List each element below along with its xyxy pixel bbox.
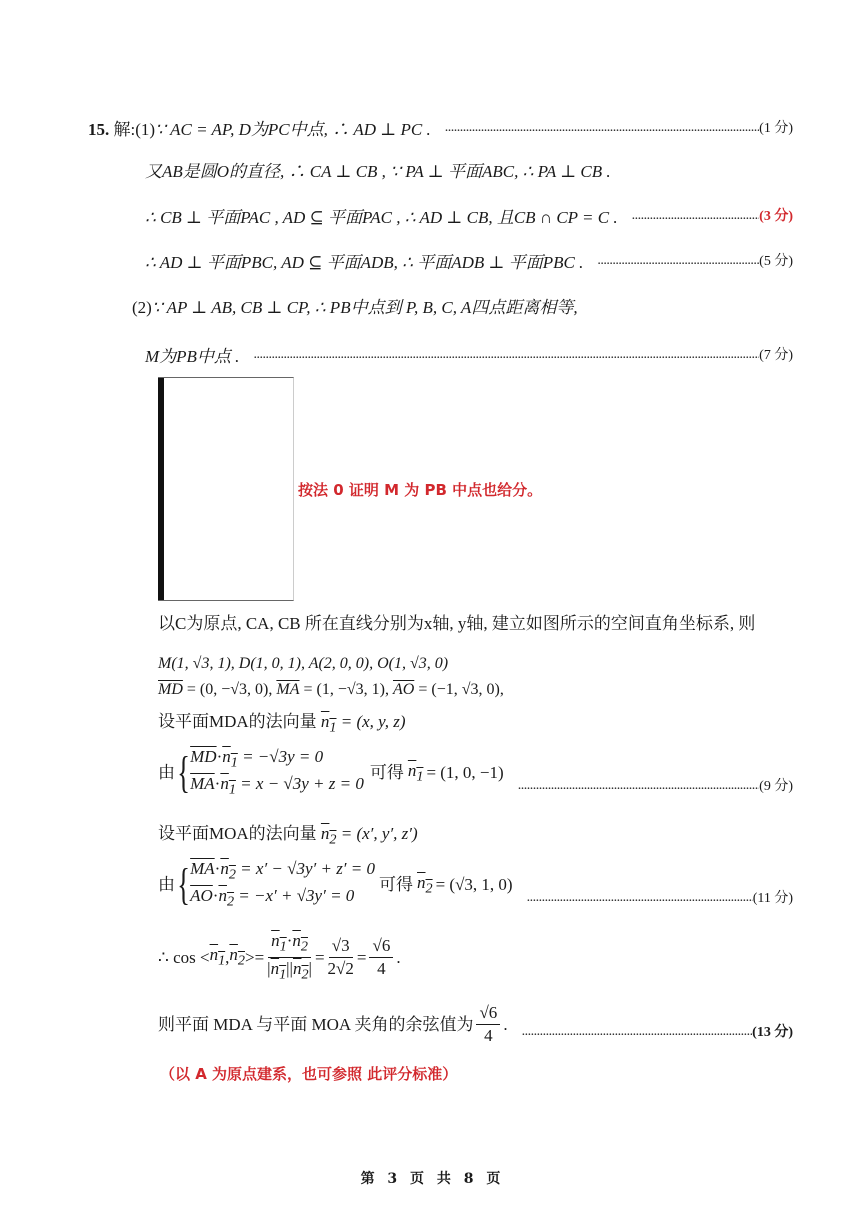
score-leader-13 <box>522 1021 753 1047</box>
coord-setup <box>158 612 755 636</box>
normal2-intro <box>158 822 418 851</box>
score-9: (9 分) <box>759 778 793 794</box>
cos-fraction-1: $\frac{√3}{2√2}$ <box>327 936 354 979</box>
score-7: (7 分) <box>759 348 793 363</box>
part2-line1-text: ∵ AP ⊥ AB, CB ⊥ CP, ∴ PB中点到 P, B, C, A四点距离相等, <box>151 298 578 317</box>
score-3: (3 分) <box>759 209 793 224</box>
vec-ao: (−1, √3, 0) <box>431 681 500 698</box>
part1-line4 <box>145 249 793 277</box>
cosine-line: ∴ cos < $n_1$ , $n_2$ >= $\frac{n_1\cdot n_2}{|n_1||n_2|}$ = $\frac{√3}{2√2}$ = $\frac{√6}{4}$ . <box>158 930 401 986</box>
vec-ma-label: $\overline{MA}$ <box>276 681 300 698</box>
brace-icon: { <box>177 860 190 910</box>
coord-setup-text: 以C为原点, CA, CB 所在直线分别为x轴, y轴, 建立如图所示的空间直角坐标系, 则 <box>158 614 756 633</box>
system1-result-label: 可得 <box>369 763 404 783</box>
system1-result: = (1, 0, −1) <box>426 763 504 783</box>
score-leader-5 <box>597 249 759 277</box>
part2-line1 <box>132 296 578 320</box>
system2-prefix: 由 <box>158 875 175 895</box>
system1-eq1: $\overline{MD}\cdot n_1 = -√3y = 0$ <box>190 747 324 771</box>
n1-label: $n_1$ <box>320 712 337 736</box>
system1 <box>158 746 793 801</box>
system1-prefix: 由 <box>158 763 175 783</box>
red-note-method0: 按法 0 证明 M 为 PB 中点也给分。 <box>298 481 543 499</box>
normal1-intro <box>158 710 406 739</box>
vec-ao-label: $\overline{AO}$ <box>393 681 415 698</box>
system2-eq1: $\overline{MA}\cdot n_2 = x' - √3y' + z' = 0$ <box>190 859 376 883</box>
red-footnote: （以 A 为原点建系，也可参照 此评分标准） <box>160 1065 458 1083</box>
score-leader-7 <box>253 343 759 371</box>
normal1-intro-text: 设平面MDA的法向量 <box>158 712 317 731</box>
problem-number: 15. <box>88 120 110 139</box>
score-1: (1 分) <box>759 121 793 136</box>
cos-fraction-2: $\frac{√6}{4}$ <box>369 935 393 980</box>
figure-edge <box>158 378 164 600</box>
vec-md: (0, −√3, 0) <box>199 681 269 698</box>
part1-line3 <box>145 204 793 232</box>
part1-line1-text: ∵ AC = AP, D为PC中点, ∴ AD ⊥ PC . <box>155 120 431 139</box>
normal1-def: = (x, y, z) <box>340 712 406 731</box>
system2-result-label: 可得 <box>379 875 414 895</box>
cos-fraction-main: $\frac{n_1\cdot n_2}{|n_1||n_2|}$ <box>267 931 312 983</box>
part2-line2 <box>145 343 793 371</box>
vec-ma: (1, −√3, 1) <box>316 681 385 698</box>
conclusion-line: 则平面 MDA 与平面 MOA 夹角的余弦值为 $\frac{√6}{4}$ . ..... (13 分) <box>158 1002 793 1047</box>
vec-md-label: $\overline{MD}$ <box>158 681 183 698</box>
page-footer: 第 3 页 共 8 页 <box>360 1171 505 1187</box>
cos-mid: >= <box>244 947 265 967</box>
normal2-def: = (x′, y′, z′) <box>340 824 418 843</box>
normal2-intro-text: 设平面MOA的法向量 <box>158 824 317 843</box>
points-line <box>158 652 448 676</box>
score-leader-11 <box>527 887 753 913</box>
cos-n1: $n_1$ <box>209 945 226 969</box>
part1-line2-text: 又AB是圆O的直径, ∴ CA ⊥ CB , ∵ PA ⊥ 平面ABC, ∴ PA ⊥ CB . <box>145 162 611 181</box>
n2-label: $n_2$ <box>320 824 337 848</box>
part1-line4-text: ∴ AD ⊥ 平面PBC, AD ⊆ 平面ADB, ∴ 平面ADB ⊥ 平面PBC . <box>145 253 584 272</box>
score-leader-1 <box>445 116 759 144</box>
part2-label: (2) <box>132 298 152 317</box>
n2-result-label: $n_2$ <box>417 872 433 897</box>
conclusion-fraction: $\frac{√6}{4}$ <box>476 1002 500 1047</box>
part1-line3-text: ∴ CB ⊥ 平面PAC , AD ⊆ 平面PAC , ∴ AD ⊥ CB, 且CB ∩ CP = C . <box>145 208 618 227</box>
n1-result-label: $n_1$ <box>407 760 424 785</box>
score-13: (13 分) <box>752 1025 793 1040</box>
system2-eq2: $\overline{AO}\cdot n_2 = -x' + √3y' = 0$ <box>190 886 355 910</box>
part1-label: 解:(1) <box>113 120 156 139</box>
score-5: (5 分) <box>759 254 793 269</box>
score-leader-9 <box>518 775 759 801</box>
conclusion-text: 则平面 MDA 与平面 MOA 夹角的余弦值为 <box>158 1014 474 1034</box>
cos-n2: $n_2$ <box>229 945 245 969</box>
figure-placeholder <box>158 377 294 601</box>
score-leader-3 <box>632 204 760 232</box>
system2-result: = (√3, 1, 0) <box>435 875 513 895</box>
cos-prefix: ∴ cos < <box>158 947 210 967</box>
part1-line1 <box>88 116 793 144</box>
score-11: (11 分) <box>752 890 793 906</box>
brace-icon: { <box>177 748 190 798</box>
part1-line2 <box>145 160 611 184</box>
system2 <box>158 858 793 913</box>
points: M(1, √3, 1), D(1, 0, 1), A(2, 0, 0), O(1, √3, 0) <box>158 655 449 672</box>
vectors-line: $\overline{MD} = (0$, −√3, 0), $\overline{MA} = (1$, −√3, 1), $\overline{AO} = (-1$, √3, 0), <box>158 681 504 698</box>
system1-eq2: $\overline{MA}\cdot n_1 = x - √3y + z = 0$ <box>190 774 364 798</box>
part2-line2-text: M为PB中点 . <box>145 347 240 366</box>
